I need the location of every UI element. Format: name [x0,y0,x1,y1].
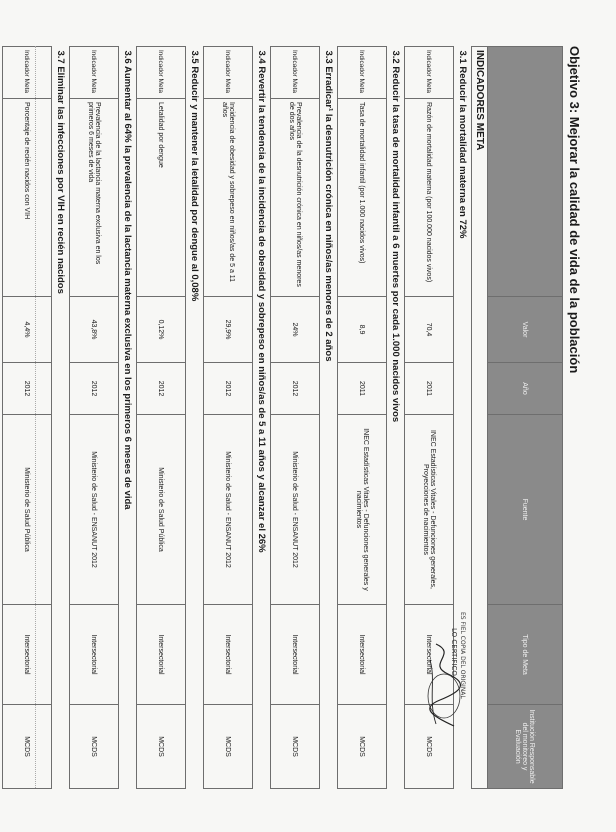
section-label: INDICADORES META [472,47,488,789]
institution-cell: MCDS [137,705,186,789]
year-cell: 2012 [271,363,320,415]
indicator-type-cell: Indicador Meta [338,47,387,99]
indicator-name-cell: Prevalencia de la lactancia materna exclusiva en los primeros 6 meses de vida [70,99,119,297]
goal-heading: 3.7 Eliminar las infecciones por VIH en recién nacidos [52,47,70,789]
source-cell: Ministerio de Salud - ENSANUT 2012 [70,415,119,605]
table-row [204,47,253,789]
institution-cell: MCDS [338,705,387,789]
section-row [472,47,488,789]
value-cell: 8,9 [338,297,387,363]
header-tipo-meta: Tipo de Meta [488,605,563,705]
goal-heading [0,47,3,789]
indicators-table [0,46,563,789]
header-institucion: Institución Responsable del monitoreo y Evaluación [488,705,563,789]
value-cell: 43,8% [70,297,119,363]
header-indicadores [488,47,563,297]
footnote-rule [25,46,36,788]
header-anio: Año [488,363,563,415]
table-row [338,47,387,789]
document-body [0,46,582,788]
indicator-name-cell: Porcentaje de recién nacidos con VIH [3,99,52,297]
year-cell: 2012 [204,363,253,415]
year-cell: 2012 [3,363,52,415]
goal-type-cell: Intersectorial [137,605,186,705]
value-cell: 0,12% [137,297,186,363]
institution-cell: MCDS [204,705,253,789]
indicator-name-cell: Incidencia de obesidad y sobrepeso en niños/as de 5 a 11 años [204,99,253,297]
objective-title: Objetivo 3: Mejorar la calidad de vida de la población [567,46,582,374]
indicator-name-cell: Letalidad por dengue [137,99,186,297]
source-cell: INEC Estadísticas Vitales - Defunciones generales y nacimientos [338,415,387,605]
year-cell: 2011 [405,363,454,415]
goal-heading-row [320,47,338,789]
source-cell: Ministerio de Salud Pública [137,415,186,605]
goal-heading: 3.3 Erradicar¹ la desnutrición crónica en niños/as menores de 2 años [320,47,338,789]
certification-stamp-line2: LO CERTIFICO [450,628,458,676]
goal-heading: 3.6 Aumentar al 64% la prevalencia de la lactancia materna exclusiva en los primeros 6 meses de vida [119,47,137,789]
table-body [0,47,488,789]
institution-cell: MCDS [405,705,454,789]
indicator-name-cell: Prevalencia de la desnutrición crónica en niños/as menores de dos años [271,99,320,297]
goal-type-cell: Intersectorial [271,605,320,705]
goal-heading-row [119,47,137,789]
year-cell: 2012 [70,363,119,415]
indicator-type-cell: Indicador Meta [204,47,253,99]
goal-heading: 3.1 Reducir la mortalidad materna en 72% [454,47,472,789]
goal-heading: 3.2 Reducir la tasa de mortalidad infantil a 6 muertes por cada 1.000 nacidos vivos [387,47,405,789]
table-header-row [488,47,563,789]
goal-heading: 3.5 Reducir y mantener la letalidad por dengue al 0,08% [186,47,204,789]
institution-cell: MCDS [70,705,119,789]
value-cell: 29,9% [204,297,253,363]
goal-heading-row [387,47,405,789]
goal-heading-row [0,47,3,789]
indicator-type-cell: Indicador Meta [271,47,320,99]
indicator-type-cell: Indicador Meta [3,47,52,99]
year-cell: 2012 [137,363,186,415]
year-cell: 2011 [338,363,387,415]
institution-cell: MCDS [271,705,320,789]
value-cell: 24% [271,297,320,363]
certification-stamp-line1: ES FIEL COPIA DEL ORIGINAL [459,612,466,699]
indicator-type-cell: Indicador Meta [137,47,186,99]
goal-type-cell: Intersectorial [3,605,52,705]
value-cell: 4,4% [3,297,52,363]
header-valor: Valor [488,297,563,363]
table-row [271,47,320,789]
source-cell: Ministerio de Salud - ENSANUT 2012 [271,415,320,605]
goal-heading-row [52,47,70,789]
indicator-name-cell: Razón de mortalidad materna (por 100.000 nacidos vivos) [405,99,454,297]
goal-heading: 3.4 Revertir la tendencia de la incidencia de obesidad y sobrepeso en niños/as de 5 a 11 años y alcanzar el 26% [253,47,271,789]
source-cell: INEC Estadísticas Vitales - Defunciones generales, Proyecciones de nacimientos [405,415,454,605]
source-cell: Ministerio de Salud Pública [3,415,52,605]
goal-type-cell: Intersectorial [204,605,253,705]
table-row [137,47,186,789]
goal-type-cell: Intersectorial [70,605,119,705]
goal-type-cell: Intersectorial [338,605,387,705]
header-fuente: Fuente [488,415,563,605]
goal-type-cell: Intersectorial [405,605,454,705]
indicator-type-cell: Indicador Meta [70,47,119,99]
value-cell: 70,4 [405,297,454,363]
table-row [70,47,119,789]
handwritten-signature [422,640,466,730]
source-cell: Ministerio de Salud - ENSANUT 2012 [204,415,253,605]
goal-heading-row [186,47,204,789]
institution-cell: MCDS [3,705,52,789]
indicator-type-cell: Indicador Meta [405,47,454,99]
indicator-name-cell: Tasa de mortalidad infantil (por 1.000 nacidos vivos) [338,99,387,297]
goal-heading-row [253,47,271,789]
